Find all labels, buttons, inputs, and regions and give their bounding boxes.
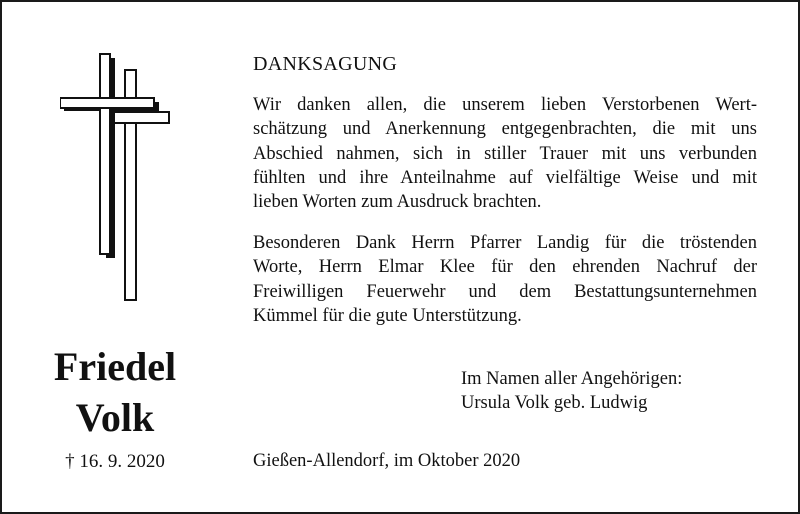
- notice-heading: DANKSAGUNG: [253, 53, 398, 75]
- paragraph-line: Freiwilligen Feuerwehr und dem Bestattungsunternehmen: [253, 281, 757, 302]
- paragraph-line: lieben Worten zum Ausdruck brachten.: [253, 192, 542, 213]
- paragraph-line: Besonderen Dank Herrn Pfarrer Landig für die tröstenden: [253, 233, 757, 253]
- death-date: † 16. 9. 2020: [65, 451, 165, 472]
- paragraph-line: Kümmel für die gute Unterstützung.: [253, 305, 522, 326]
- paragraph-line: schätzung und Anerkennung entgegenbrachten, die mit uns: [253, 119, 757, 140]
- special-thanks-paragraph: [253, 231, 757, 328]
- front-cross-shadow: [64, 58, 159, 258]
- deceased-first-name: Friedel: [53, 344, 177, 389]
- signature-line-2: Ursula Volk geb. Ludwig: [461, 393, 648, 413]
- deceased-last-name: Volk: [75, 395, 155, 440]
- place-and-date: Gießen-Allendorf, im Oktober 2020: [253, 451, 521, 471]
- signature-line-1: Im Namen aller Angehörigen:: [461, 369, 683, 389]
- paragraph-line: Worte, Herrn Elmar Klee für den ehrenden Nachruf der: [253, 257, 757, 278]
- double-cross-icon: [60, 52, 180, 312]
- thanks-paragraph: [253, 93, 757, 214]
- front-cross: [60, 54, 154, 254]
- paragraph-line: Wir danken allen, die unserem lieben Verstorbenen Wert-: [253, 95, 757, 115]
- paragraph-line: Abschied nahmen, sich in stiller Trauer mit uns verbunden: [253, 143, 757, 164]
- paragraph-line: fühlten und ihre Anteilnahme auf vielfältige Weise und mit: [253, 167, 757, 188]
- signature-block: [461, 367, 682, 415]
